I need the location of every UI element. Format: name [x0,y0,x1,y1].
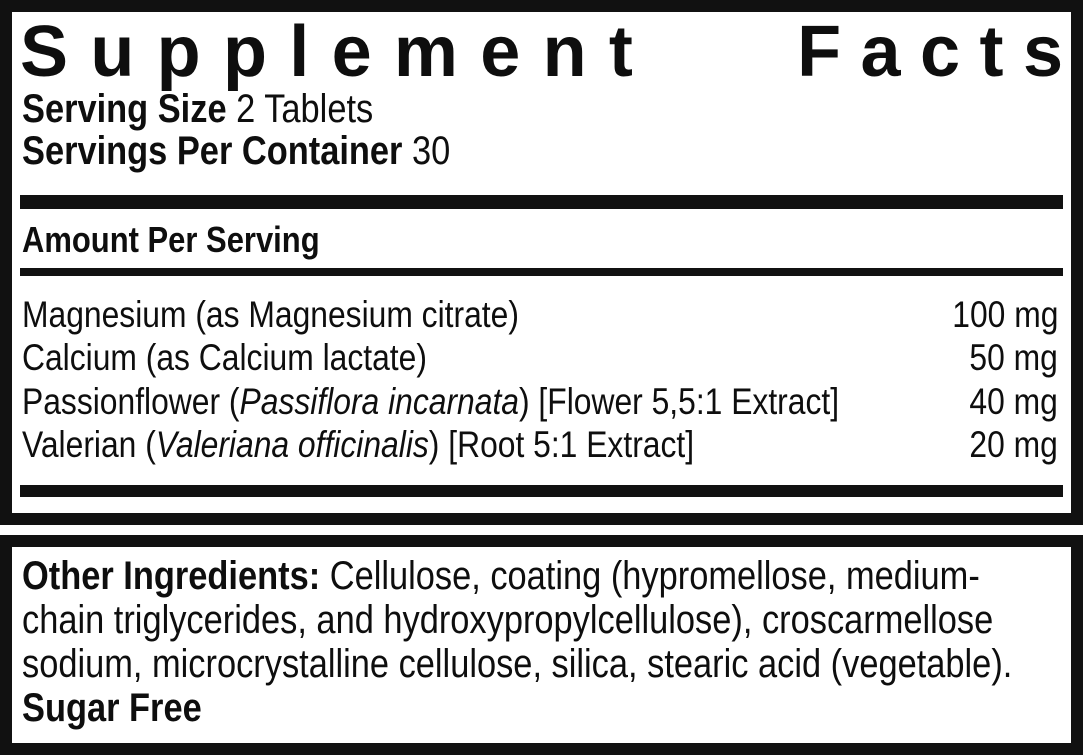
ingredient-name: Magnesium (as Magnesium citrate) [22,294,519,335]
ingredient-row-calcium [22,337,1058,380]
servings-per-container-line [22,130,520,172]
panel-title-word-facts: Facts [797,12,1083,92]
ingredient-amount: 20 mg [969,424,1058,465]
servings-per-container-value: 30 [412,129,451,173]
other-ingredients-label: Other Ingredients: [22,554,321,598]
amount-per-serving-header: Amount Per Serving [22,219,320,260]
serving-size-line [22,88,430,130]
ingredient-name: Valerian ( [22,424,156,465]
divider-medium [20,268,1063,276]
other-ingredients-line-3 [22,642,1058,686]
other-ingredients-text-2: chain triglycerides, and hydroxypropylcellulose), croscarmellose [22,598,994,642]
ingredient-latin-name: Passiflora incarnata [239,381,519,422]
other-ingredients-text-1: Cellulose, coating (hypromellose, medium- [320,554,980,598]
divider-thick-bottom [20,485,1063,497]
ingredient-latin-name: Valeriana officinalis [155,424,429,465]
other-ingredients-line-1 [22,554,1058,598]
ingredient-amount: 40 mg [969,381,1058,422]
other-ingredients-text-3: sodium, microcrystalline cellulose, silica, stearic acid (vegetable). [22,642,1013,686]
ingredient-row-valerian [22,424,1058,467]
sugar-free-claim: Sugar Free [22,686,202,730]
ingredient-amount: 100 mg [951,294,1058,335]
ingredient-row-passionflower [22,381,1058,424]
ingredient-name-suffix: ) [Root 5:1 Extract] [428,424,695,465]
ingredient-row-magnesium [22,294,1058,337]
servings-per-container-label: Servings Per Container [22,129,403,173]
divider-thick-top [20,195,1063,209]
ingredient-name-suffix: ) [Flower 5,5:1 Extract] [518,381,840,422]
serving-size-label: Serving Size [22,87,227,131]
other-ingredients-line-2 [22,598,1058,642]
ingredient-amount: 50 mg [969,337,1058,378]
serving-size-value: 2 Tablets [236,87,374,131]
ingredient-name: Passionflower ( [22,381,240,422]
panel-title [20,12,1083,92]
panel-title-word-supplement: Supplement [20,12,656,92]
ingredient-name: Calcium (as Calcium lactate) [22,337,427,378]
